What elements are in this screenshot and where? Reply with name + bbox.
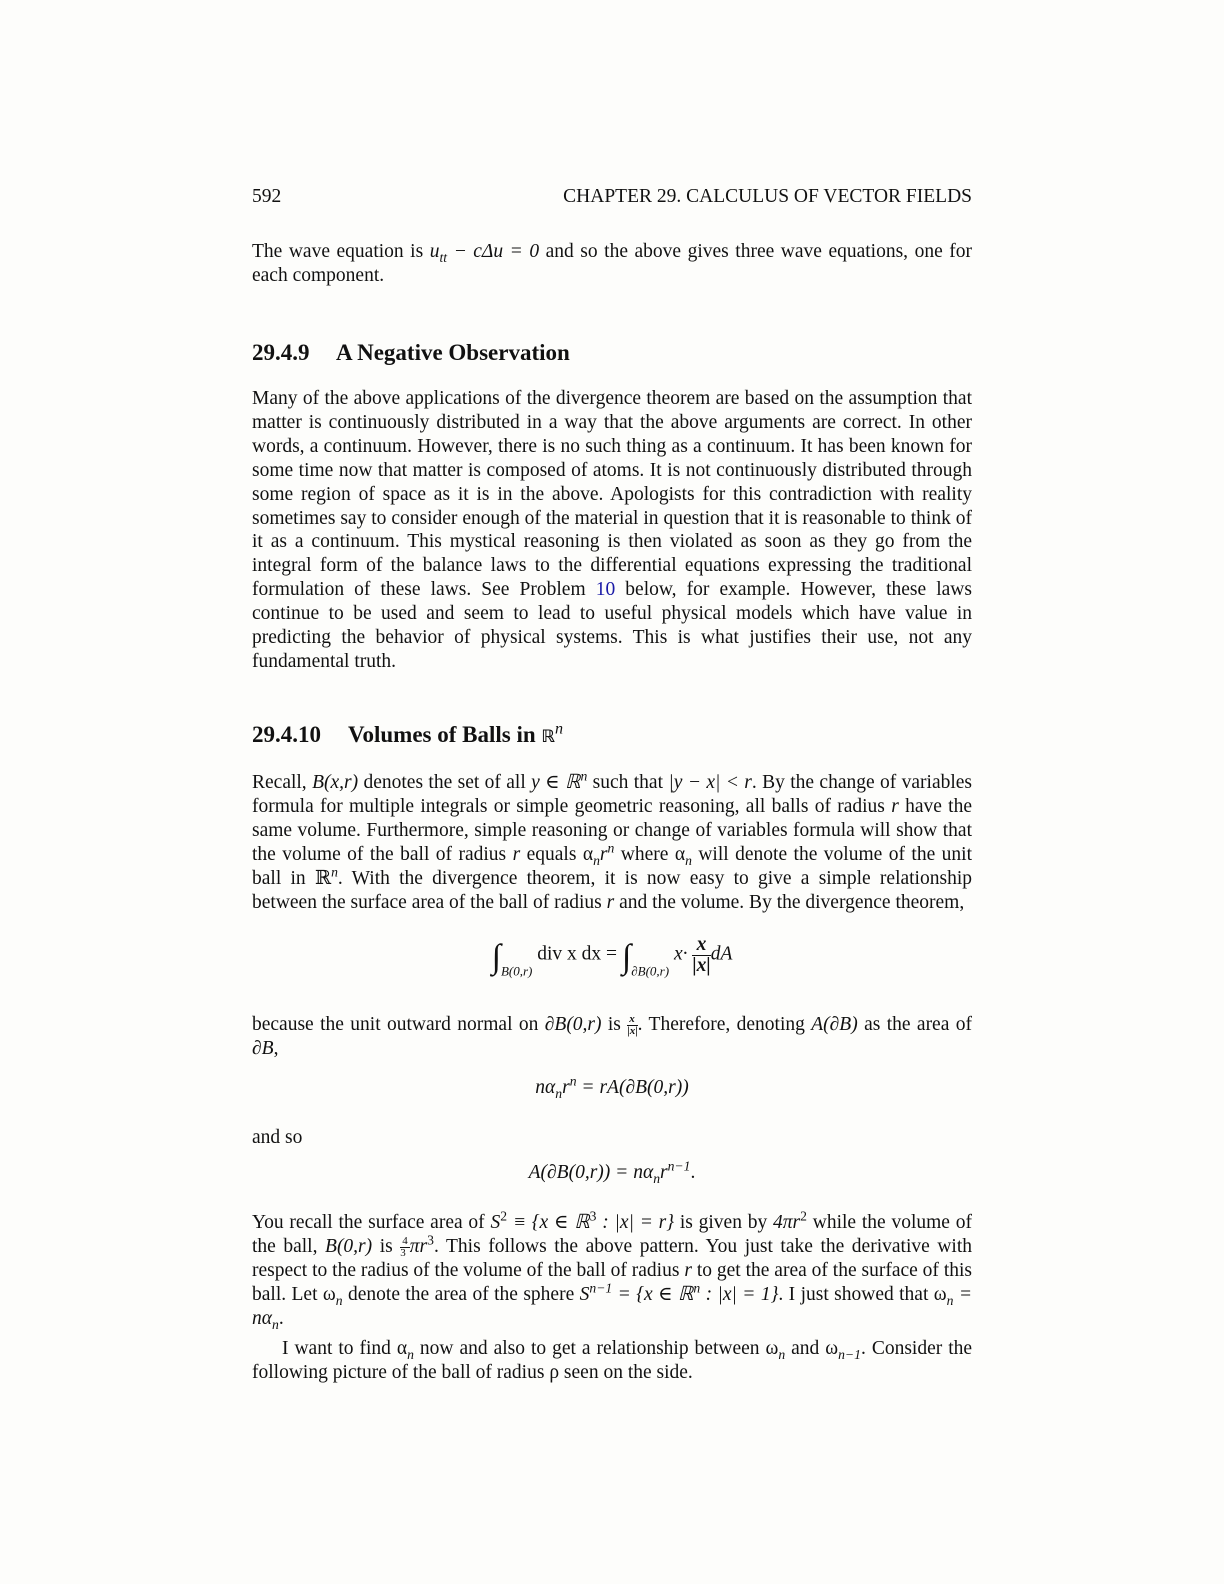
- text-span: ∂B(0,r): [631, 963, 670, 979]
- text-span: 3: [589, 1208, 597, 1224]
- text-span: = nα: [252, 1283, 973, 1329]
- text-span: ≡ {x ∈ ℝ: [507, 1212, 590, 1233]
- section-title: Volumes of Balls in: [348, 722, 542, 747]
- recall-paragraph: [252, 768, 973, 914]
- chapter-title: CHAPTER 29. CALCULUS OF VECTOR FIELDS: [563, 186, 972, 207]
- text-span: such that: [587, 772, 669, 793]
- text-span: and: [785, 1338, 826, 1359]
- text-span: r: [684, 1259, 692, 1281]
- text-span: : |x| = 1}: [700, 1283, 779, 1305]
- text-span: α: [396, 1338, 408, 1359]
- text-span: 4πr: [773, 1212, 801, 1233]
- text-span: ω: [322, 1283, 336, 1305]
- text-span: dA: [710, 943, 733, 965]
- find-alpha-paragraph: [252, 1337, 972, 1385]
- problem-link[interactable]: 10: [595, 579, 616, 601]
- text-span: B(x,r): [312, 772, 359, 793]
- text-span: n: [569, 1073, 577, 1089]
- text-span: 4: [402, 1234, 408, 1247]
- text-span: tt: [439, 249, 448, 265]
- text-span: seen on the side.: [559, 1361, 693, 1383]
- text-span: ω: [825, 1338, 839, 1359]
- text-span: x: [627, 1014, 637, 1026]
- text-span: 3: [400, 1246, 406, 1259]
- text-span: r: [512, 843, 521, 865]
- section-heading-negative-observation: [252, 340, 570, 366]
- text-span: r: [599, 843, 608, 865]
- text-span: where: [614, 843, 675, 865]
- text-span: n: [693, 1280, 701, 1296]
- text-span: ω: [765, 1338, 779, 1359]
- text-span: x: [692, 935, 710, 956]
- text-span: n: [607, 840, 615, 856]
- surface-area-paragraph: [252, 1208, 973, 1332]
- normal-fraction: [627, 1014, 637, 1037]
- surface-area-equation: [252, 1158, 972, 1186]
- text-span: S: [490, 1212, 501, 1233]
- text-span: n: [272, 1316, 279, 1332]
- text-span: equals: [520, 843, 583, 865]
- text-span: r: [891, 795, 899, 817]
- text-span: n: [555, 1085, 563, 1101]
- text-span: n: [778, 1346, 786, 1362]
- text-span: . Consider the following picture of the ball of radius: [252, 1338, 973, 1383]
- text-span: . By the change of variables formula for multiple integrals or simple geometric reasoning, all balls of radius: [252, 772, 973, 817]
- text-span: .: [278, 1307, 284, 1329]
- running-header: [252, 186, 972, 208]
- text-span: to get the area of the surface of this ball. Let: [252, 1259, 972, 1305]
- and-so-text: and so: [252, 1127, 303, 1148]
- text-span: ∂B: [252, 1038, 274, 1060]
- section-heading-volumes-of-balls: [252, 722, 563, 748]
- text-span: Recall,: [252, 772, 313, 793]
- text-span: B(0,r): [325, 1235, 373, 1257]
- text-span: n: [593, 852, 600, 868]
- text-span: ℝ: [541, 727, 556, 747]
- text-span: div x dx =: [537, 943, 618, 965]
- text-span: y ∈ ℝ: [531, 772, 581, 793]
- text-span: 2: [500, 1208, 508, 1224]
- text-span: is: [601, 1014, 628, 1035]
- text-span: |y − x| < r: [668, 772, 752, 793]
- section-title: A Negative Observation: [336, 340, 570, 365]
- page-number: 592: [252, 186, 282, 207]
- text-span: . This follows the above pattern. You just take the derivative with respect to the radius of the volume of the ball of radius: [252, 1235, 972, 1281]
- section-number: 29.4.9: [252, 340, 310, 365]
- text-span: denotes the set of all: [358, 772, 532, 793]
- section-number: 29.4.10: [252, 722, 321, 747]
- text-span: is given by: [674, 1212, 774, 1233]
- intro-paragraph: [252, 240, 972, 288]
- integral-sign: ∫: [491, 938, 501, 976]
- text-span: . Therefore, denoting: [637, 1014, 812, 1035]
- text-span: n−1: [667, 1158, 691, 1174]
- text-span: n: [580, 768, 588, 784]
- math-wave-eq: − cΔu = 0: [447, 241, 540, 262]
- text-span: .: [690, 1162, 696, 1183]
- outward-normal-paragraph: [252, 1013, 972, 1061]
- text-span: nα: [535, 1077, 556, 1098]
- text-span: is: [372, 1235, 401, 1257]
- text-span: α: [582, 843, 594, 865]
- text-span: while the volume of the ball,: [252, 1212, 972, 1257]
- integral-sign: ∫: [621, 938, 632, 976]
- text-span: B(0,r): [500, 963, 533, 979]
- text-span: 3: [427, 1232, 434, 1248]
- text-span: n: [946, 1292, 954, 1308]
- text-span: . With the divergence theorem, it is now easy to give a simple relationship between the surface area of the ball of radius: [252, 867, 972, 913]
- text-span: now and also to get a relationship between: [413, 1338, 766, 1359]
- text-span: and the volume. By the divergence theorem,: [614, 891, 965, 913]
- text-span: r: [606, 891, 615, 913]
- text-span: below, for example. However, these laws continue to be used and seem to lead to useful physical models which have value in predicting the behavior of physical systems. This is what justifies their use, not any fundamental truth.: [252, 579, 972, 672]
- text-span: r: [660, 1162, 668, 1183]
- text-span: r: [562, 1077, 570, 1098]
- text-span: ρ: [549, 1361, 560, 1383]
- text-span: n−1: [589, 1280, 613, 1296]
- text-span: |x|: [627, 1025, 638, 1038]
- text-span: n−1: [838, 1346, 861, 1362]
- text-span: ℝ: [314, 867, 332, 889]
- text-span: n: [331, 864, 338, 880]
- four-thirds-fraction: [400, 1236, 410, 1259]
- text-span: ∂B(0,r): [544, 1014, 602, 1035]
- text-span: and so the above gives three wave equations, one for each component.: [252, 241, 972, 286]
- text-span: = {x ∈ ℝ: [612, 1283, 694, 1305]
- divergence-theorem-equation: [252, 935, 972, 979]
- text-span: as the area of: [857, 1014, 972, 1035]
- text-span: x·: [673, 943, 688, 965]
- math-u: u: [429, 241, 440, 262]
- text-span: because the unit outward normal on: [252, 1014, 545, 1035]
- area-volume-equation: [252, 1073, 972, 1101]
- text-span: = rA(∂B(0,r)): [576, 1077, 689, 1098]
- text-span: n: [653, 1170, 661, 1186]
- unit-normal-fraction: [692, 935, 710, 975]
- text-span: A(∂B): [811, 1014, 858, 1035]
- text-span: 2: [800, 1208, 807, 1224]
- text-span: πr: [409, 1235, 428, 1257]
- text-span: n: [407, 1346, 414, 1362]
- text-span: |x|: [692, 954, 711, 976]
- text-span: n: [335, 1292, 343, 1308]
- text-span: : |x| = r}: [596, 1212, 675, 1233]
- text-span: will denote the volume of the unit ball in: [252, 843, 972, 889]
- text-span: denote the area of the sphere: [342, 1283, 580, 1305]
- text-span: n: [685, 852, 692, 868]
- text-span: ω: [933, 1283, 947, 1305]
- text-span: You recall the surface area of: [252, 1212, 491, 1233]
- text-span: α: [674, 843, 686, 865]
- text-span: ,: [273, 1038, 279, 1060]
- negative-observation-paragraph: [252, 387, 972, 674]
- text-span: The wave equation is: [252, 241, 430, 262]
- text-span: S: [579, 1283, 590, 1305]
- text-span: Many of the above applications of the divergence theorem are based on the assumption that matter is continuously distributed in a way that the above arguments are correct. In other words, a continuum. However, there is no such thing as a continuum. It has been known for some time now that matter is composed of atoms. It is not continuously distributed through some region of space as it is in the above. Apologists for this contradiction with reality sometimes say to consider enough of the material in question that it is reasonable to think of it as a continuum. This mystical reasoning is then violated as soon as they go from the integral form of the balance laws to the differential equations expressing the traditional formulation of these laws. See Problem: [252, 388, 972, 601]
- text-span: A(∂B(0,r)) = nα: [528, 1162, 654, 1183]
- text-span: have the same volume. Furthermore, simple reasoning or change of variables formula will show that the volume of the ball of radius: [252, 795, 972, 865]
- text-span: . I just showed that: [778, 1283, 934, 1305]
- text-span: I want to find: [282, 1338, 397, 1359]
- text-span: n: [555, 720, 564, 738]
